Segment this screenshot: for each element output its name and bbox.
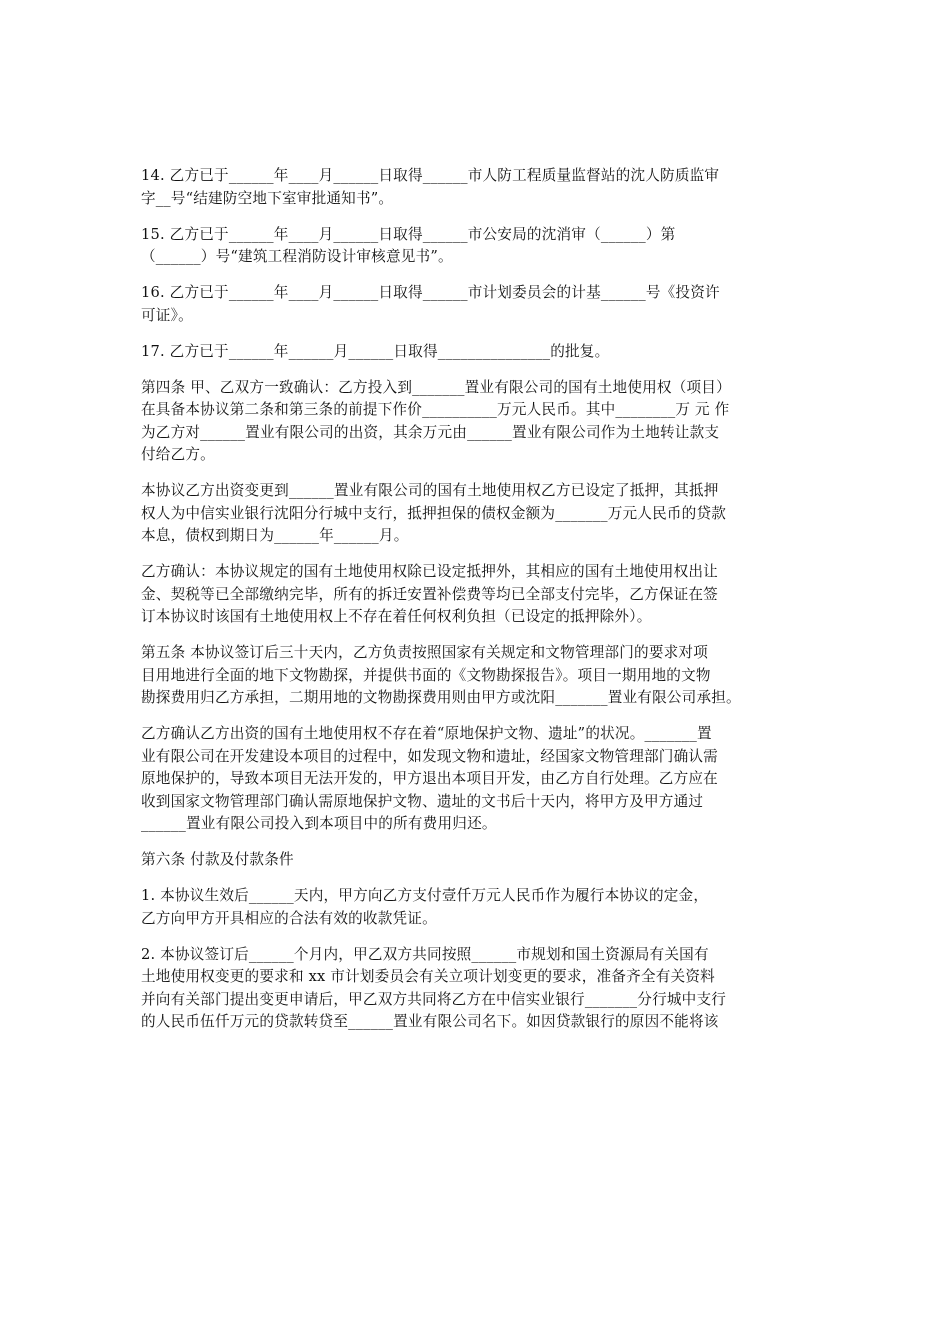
text-line: 第五条 本协议签订后三十天内，乙方负责按照国家有关规定和文物管理部门的要求对项 [141,644,709,661]
text-line: 16. 乙方已于______年____月______日取得______市计划委员会的计基______号《投资许 [141,284,720,301]
text-line: 的人民币伍仟万元的贷款转贷至______置业有限公司名下。如因贷款银行的原因不能将该 [141,1013,719,1030]
text-line: 收到国家文物管理部门确认需原地保护文物、遗址的文书后十天内，将甲方及甲方通过 [141,792,704,810]
paragraph-item-15 [141,224,821,269]
text-line: 勘探费用归乙方承担，二期用地的文物勘探费用则由甲方或沈阳_______置业有限公司承担。 [141,689,741,706]
text-line: 权人为中信实业银行沈阳分行城中支行，抵押担保的债权金额为_______万元人民币的贷款 [141,504,727,522]
text-line: 目用地进行全面的地下文物勘探，并提供书面的《文物勘探报告》。项目一期用地的文物 [141,666,711,684]
paragraph-article-5-relics [141,723,821,836]
text-line: 土地使用权变更的要求和 xx 市计划委员会有关立项计划变更的要求，准备齐全有关资料 [141,968,715,985]
paragraph-article-5 [141,642,821,710]
text-line: 第四条 甲、乙双方一致确认：乙方投入到_______置业有限公司的国有土地使用权（项目） [141,378,731,396]
text-line: 本息，债权到期日为______年______月。 [141,527,409,544]
text-line: 付给乙方。 [141,446,215,463]
paragraph-article-6 [141,849,821,872]
text-line: 17. 乙方已于______年______月______日取得_______________的批复。 [141,342,610,360]
paragraph-article-4-mortgage [141,480,821,548]
text-line: 15. 乙方已于______年____月______日取得______市公安局的沈消审（______）第 [141,225,676,243]
text-line: 乙方确认乙方出资的国有土地使用权不存在着“原地保护文物、遗址”的状况。_______置 [141,725,712,742]
text-line: 字__号“结建防空地下室审批通知书”。 [141,189,394,207]
text-line: 业有限公司在开发建设本项目的过程中，如发现文物和遗址，经国家文物管理部门确认需 [141,747,718,765]
text-line: 本协议乙方出资变更到______置业有限公司的国有土地使用权乙方已设定了抵押，其抵押 [141,482,719,499]
paragraph-article-4 [141,377,821,467]
text-line: （______）号“建筑工程消防设计审核意见书”。 [141,248,453,265]
paragraph-item-17 [141,341,821,364]
text-line: 并向有关部门提出变更申请后，甲乙双方共同将乙方在中信实业银行_______分行城中支行 [141,990,727,1008]
paragraph-item-14 [141,165,821,210]
paragraph-article-6-item-1 [141,885,821,930]
paragraph-article-4-confirm [141,561,821,629]
text-line: 14. 乙方已于______年____月______日取得______市人防工程质量监督站的沈人防质监审 [141,167,720,184]
text-line: 乙方向甲方开具相应的合法有效的收款凭证。 [141,909,437,927]
text-line: 乙方确认：本协议规定的国有土地使用权除已设定抵押外，其相应的国有土地使用权出让 [141,563,718,580]
text-line: 原地保护的，导致本项目无法开发的，甲方退出本项目开发，由乙方自行处理。乙方应在 [141,770,718,787]
text-line: 为乙方对______置业有限公司的出资，其余万元由______置业有限公司作为土地转让款支 [141,423,720,441]
paragraph-item-16 [141,282,821,327]
text-line: 1. 本协议生效后______天内，甲方向乙方支付壹仟万元人民币作为履行本协议的定金， [141,887,709,904]
paragraph-article-6-item-2 [141,944,821,1034]
text-line: 第六条 付款及付款条件 [141,851,294,868]
text-line: 在具备本协议第二条和第三条的前提下作价__________万元人民币。其中________万 元 作 [141,401,730,418]
document-page [141,165,821,1047]
text-line: 金、契税等已全部缴纳完毕，所有的拆迁安置补偿费等均已全部支付完毕，乙方保证在签 [141,585,718,603]
text-line: 2. 本协议签订后______个月内，甲乙双方共同按照______市规划和国土资源局有关国有 [141,945,709,963]
text-line: ______置业有限公司投入到本项目中的所有费用归还。 [141,815,497,832]
text-line: 订本协议时该国有土地使用权上不存在着任何权利负担（已设定的抵押除外）。 [141,608,652,625]
text-line: 可证》。 [141,306,193,324]
